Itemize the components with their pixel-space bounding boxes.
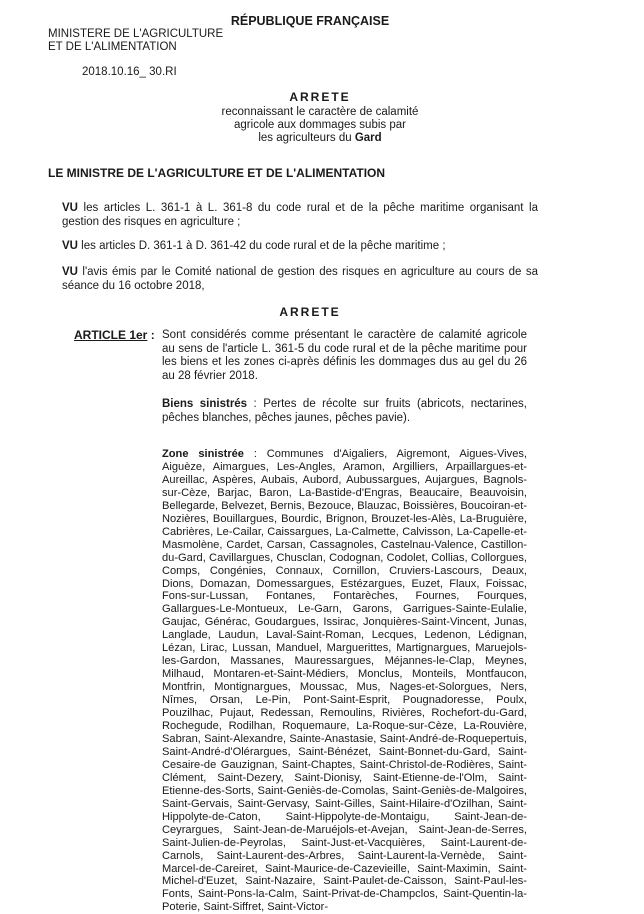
visa-text: les articles D. 361-1 à D. 361-42 du code rural et de la pêche maritime ; — [77, 240, 446, 252]
subtitle-line-3-prefix: les agriculteurs du — [258, 132, 355, 144]
article-1-label — [74, 328, 155, 342]
visa-label: VU — [62, 266, 78, 278]
damaged-goods-paragraph — [162, 398, 527, 425]
subtitle-line-1: reconnaissant le caractère de calamité — [221, 106, 419, 118]
visa-paragraph — [62, 202, 538, 229]
visa-label: VU — [62, 202, 78, 214]
visa-label: VU — [62, 240, 78, 252]
subtitle-line-2: agricole aux dommages subis par — [234, 119, 406, 131]
ministry-header — [48, 28, 223, 54]
document-reference: 2018.10.16_ 30.RI — [82, 66, 177, 78]
decree-title: ARRETE — [289, 90, 351, 104]
minister-heading: LE MINISTRE DE L'AGRICULTURE ET DE L'ALIMENTATION — [48, 166, 386, 180]
decree-subtitle — [170, 106, 470, 145]
article-1-colon: : — [147, 328, 155, 342]
damaged-goods-label: Biens sinistrés — [162, 398, 248, 410]
visa-paragraph — [62, 240, 538, 254]
republique-header: RÉPUBLIQUE FRANÇAISE — [230, 14, 390, 28]
damaged-goods-text: : Pertes de récolte sur fruits (abricots, nectarines, pêches blanches, pêches jaunes, pêches pavie). — [162, 398, 527, 424]
ministry-line-2: ET DE L'ALIMENTATION — [48, 41, 177, 53]
department-name: Gard — [354, 132, 382, 144]
article-1-label-text: ARTICLE 1er — [74, 328, 148, 342]
ministry-line-1: MINISTERE DE L'AGRICULTURE — [48, 28, 224, 40]
affected-zone-communes: : Communes d'Aigaliers, Aigremont, Aigues-Vives, Aiguèze, Aimargues, Les-Angles, Aramon, Argilliers, Arpaillargues-et-Aureillac, Aspères, Aubais, Aubord, Aubussargues, Aujargues, Bagnols-sur-Cèze, Barjac, Baron, La-Bastide-d'Engras, Beaucaire, Beauvoisin, Bellegarde, Belvezet, Bernis, Bezouce, Blauzac, Boissières, Boucoiran-et-Nozières, Bouillargues, Bourdic, Brignon, Brouzet-les-Alès, La-Bruguière, Cabrières, Le-Cailar, Caissargues, La-Calmette, Calvisson, La-Capelle-et-Masmolène, Cardet, Carsan, Cassagnoles, Castelnau-Valence, Castillon-du-Gard, Cavillargues, Chusclan, Codognan, Codolet, Collias, Collorgues, Comps, Congénies, Connaux, Cornillon, Cruviers-Lascours, Deaux, Dions, Domazan, Domessargues, Estézargues, Euzet, Flaux, Foissac, Fons-sur-Lussan, Fontanes, Fontarèches, Fournes, Fourques, Gallargues-Le-Montueux, Le-Garn, Garons, Garrigues-Sainte-Eulalie, Gaujac, Générac, Goudargues, Issirac, Jonquières-Saint-Vincent, Junas, Langlade, Laudun, Laval-Saint-Roman, Lecques, Ledenon, Lédignan, Lézan, Lirac, Lussan, Manduel, Marguerittes, Martignargues, Maruejols-les-Gardon, Massanes, Mauressargues, Méjannes-le-Clap, Meynes, Milhaud, Montaren-et-Saint-Médiers, Monclus, Monteils, Montfaucon, Montfrin, Montignargues, Moussac, Mus, Nages-et-Solorgues, Ners, Nîmes, Orsan, Le-Pin, Pont-Saint-Esprit, Pougnadoresse, Poulx, Pouzilhac, Pujaut, Redessan, Remoulins, Rivières, Rochefort-du-Gard, Rochegude, Rodilhan, Roquemaure, La-Roque-sur-Cèze, La-Rouvière, Sabran, Saint-Alexandre, Sainte-Anastasie, Saint-André-de-Roquepertuis, Saint-André-d'Olérargues, Saint-Bénézet, Saint-Bonnet-du-Gard, Saint-Cesaire-de Gauzignan, Saint-Chaptes, Saint-Christol-de-Rodières, Saint-Clément, Saint-Dezery, Saint-Dionisy, Saint-Etienne-de-l'Olm, Saint-Etienne-des-Sorts, Saint-Geniès-de-Comolas, Saint-Geniès-de-Malgoires, Saint-Gervais, Saint-Gervasy, Saint-Gilles, Saint-Hilaire-d'Ozilhan, Saint-Hippolyte-de-Caton, Saint-Hippolyte-de-Montaigu, Saint-Jean-de-Ceyrargues, Saint-Jean-de-Maruéjols-et-Avejan, Saint-Jean-de-Serres, Saint-Julien-de-Peyrolas, Saint-Just-et-Vacquières, Saint-Laurent-de-Carnols, Saint-Laurent-des-Arbres, Saint-Laurent-la-Vernède, Saint-Marcel-de-Careiret, Saint-Maurice-de-Cazevieille, Saint-Maximin, Saint-Michel-d'Euzet, Saint-Nazaire, Saint-Paulet-de-Caisson, Saint-Paul-les-Fonts, Saint-Pons-la-Calm, Saint-Privat-de-Champclos, Saint-Quentin-la-Poterie, Saint-Siffret, Saint-Victor- — [162, 448, 527, 914]
affected-zone-label: Zone sinistrée — [162, 448, 244, 460]
visa-text: les articles L. 361-1 à L. 361-8 du code rural et de la pêche maritime organisant la gestion des risques en agriculture ; — [62, 202, 538, 228]
article-1-text: Sont considérés comme présentant le caractère de calamité agricole au sens de l'article L. 361-5 du code rural et de la pêche maritime pour les biens et les zones ci-après définis les dommages dus au gel du 26 au 28 février 2018. — [162, 329, 527, 382]
visa-paragraph — [62, 266, 538, 293]
subtitle-line-3 — [170, 132, 470, 145]
visa-text: l'avis émis par le Comité national de gestion des risques en agriculture au cours de sa séance du 16 octobre 2018, — [62, 266, 538, 292]
affected-zone-paragraph — [162, 448, 527, 914]
arrete-heading: ARRETE — [279, 305, 341, 319]
